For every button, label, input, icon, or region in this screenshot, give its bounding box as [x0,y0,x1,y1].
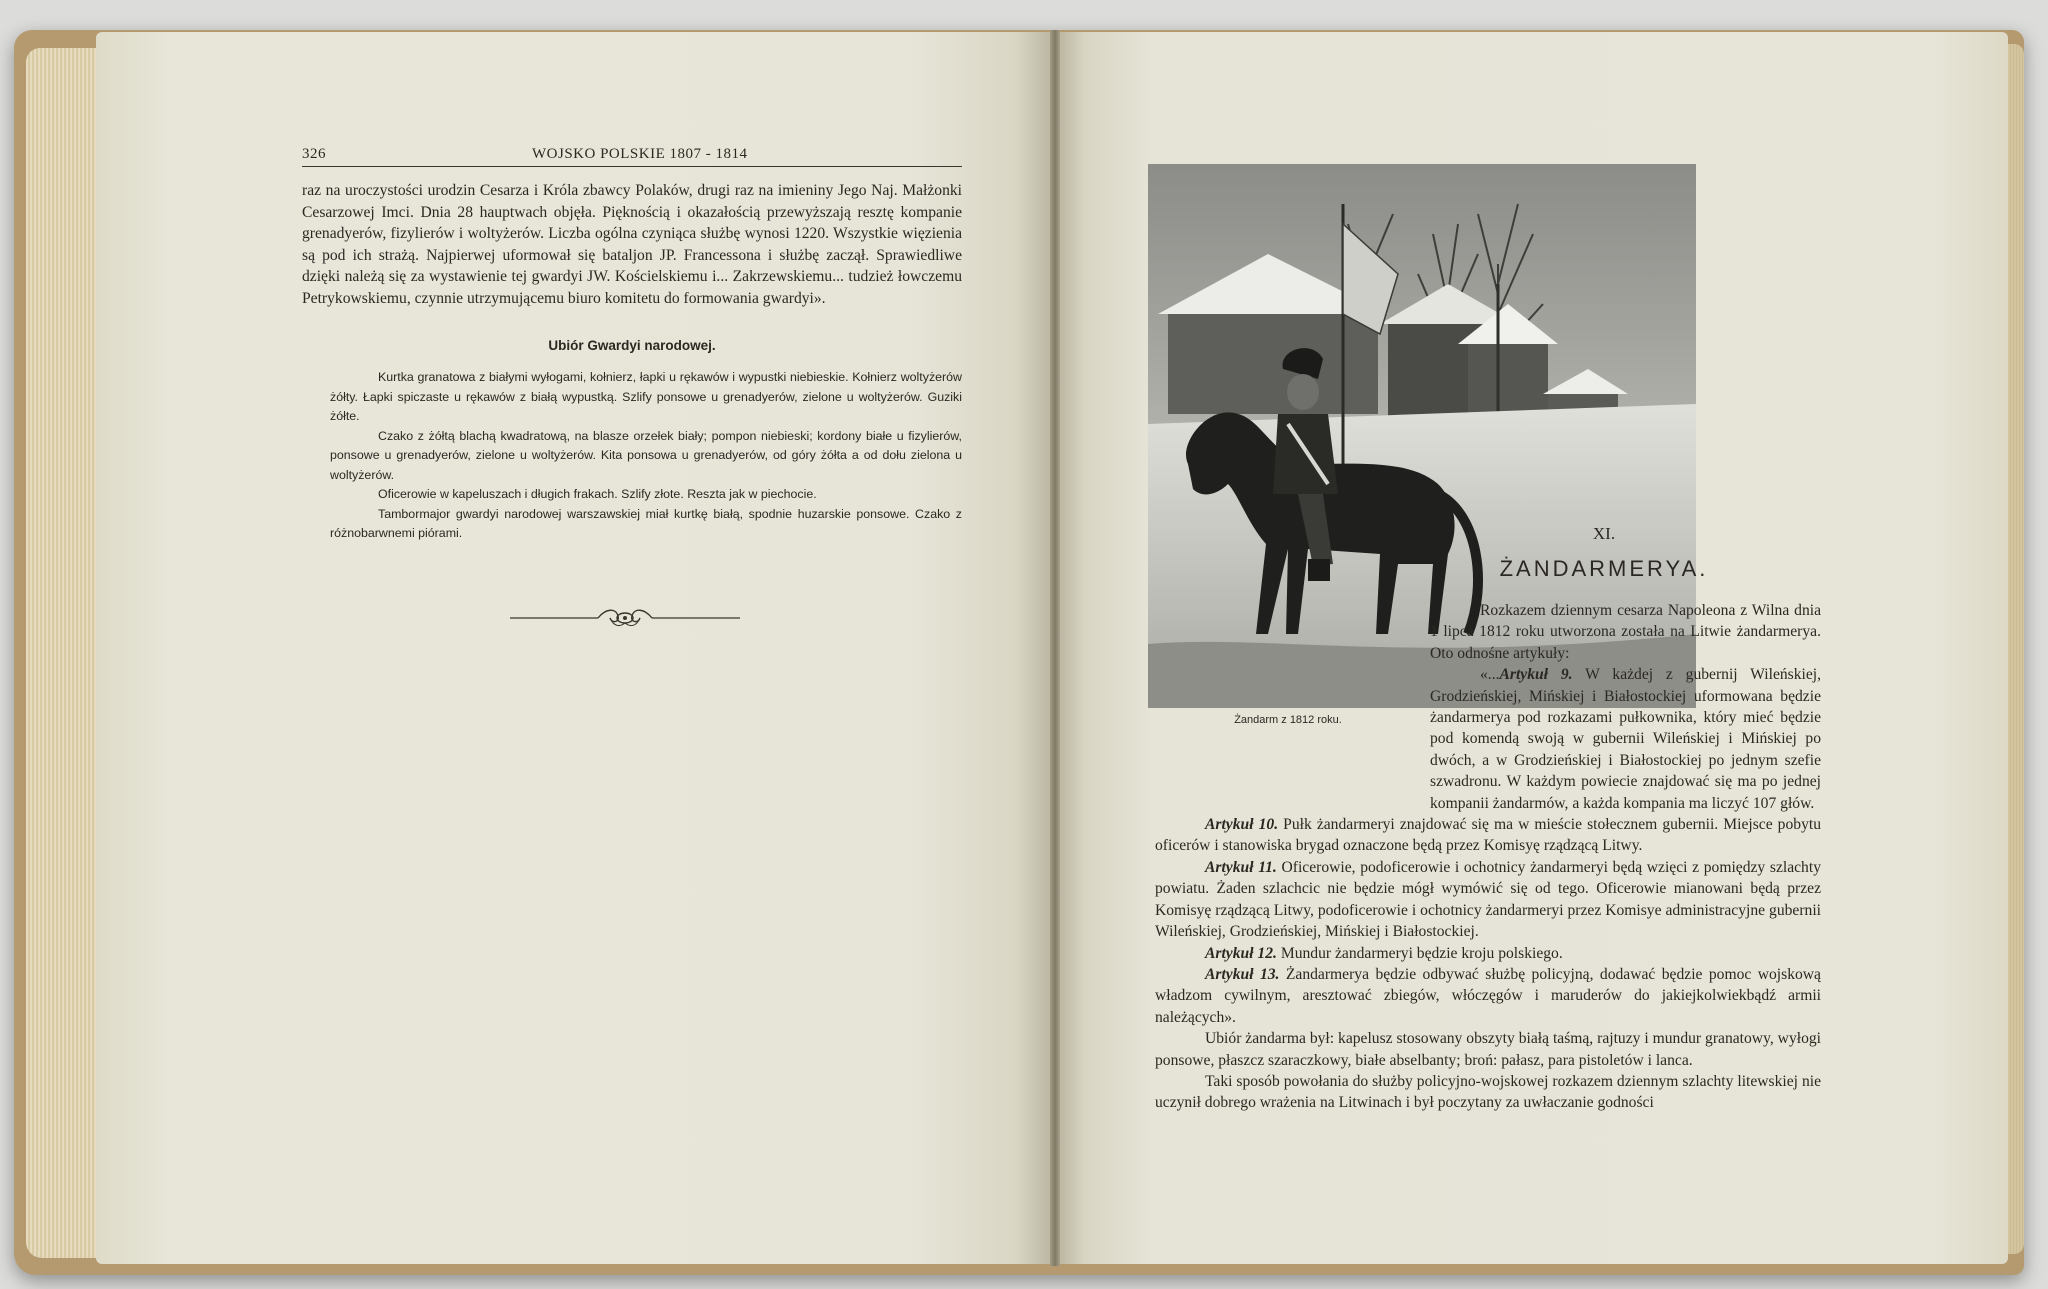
article-12 [1155,943,1821,964]
page-number: 326 [302,146,326,162]
uniform-description [330,368,962,544]
right-body-text [1155,600,1821,1114]
decorative-flourish [510,605,740,631]
article-text: W każdej z gubernij Wileńskiej, Grodzieńskiej, Mińskiej i Białostockiej uformowana będzie żandarmerya pod rozkazami pułkownika, który mieć będzie pod komendą swoją w gubernii Wileńskiej i Mińskiej po dwóch, a w Grodzieńskiej i Białostockiej po jednym szefie szwadronu. W każdym powiecie znajdować się ma po jednej kompanii żandarmów, a każda kompania ma liczyć 107 głów. [1430,666,1822,812]
uniform-heading: Ubiór Gwardyi narodowej. [548,338,716,353]
illustration-caption: Żandarm z 1812 roku. [1234,714,1342,726]
article-13 [1155,964,1821,1028]
article-label: Artykuł 9. [1499,666,1573,684]
article-11 [1155,857,1821,943]
article-label: Artykuł 12. [1205,944,1277,962]
chapter-title: ŻANDARMERYA. [1499,556,1709,581]
page-block-edge-right [2006,44,2024,1254]
uniform-paragraph: Ubiór żandarma był: kapelusz stosowany obszyty białą taśmą, rajtuzy i mundur granatowy, wyłogi ponsowe, płaszcz szaraczkowy, białe abselbanty; broń: pałasz, para pistoletów i lanca. [1155,1030,1821,1069]
chapter-number: XI. [1592,524,1616,543]
article-label: Artykuł 13. [1205,965,1280,983]
article-label: Artykuł 11. [1205,858,1277,876]
body-paragraph: raz na uroczystości urodzin Cesarza i Króla zbawcy Polaków, drugi raz na imieniny Jego Naj. Małżonki Cesarzowej Imci. Dnia 28 hauptwach objęła. Pięknością i okazałością przewyższają resztę kompanie grenadyerów, fizylierów i woltyżerów. Liczba ogólna czyniąca służbę wynosi 1220. Wszystkie więzienia są pod ich strażą. Najpierwej uformował się bataljon JP. Francessona i służbę zaczął. Sprawiedliwe dzięki należą się za wystawienie tej gwardyi JW. Kościelskiemu i... Zakrzewskiemu... tudzież łowczemu Petrykowskiemu, czynnie utrzymującemu biuro komitetu do formowania gwardyi». [302,182,962,307]
article-9: «...Artykuł 9. W każdej z gubernij Wileńskiej, Grodzieńskiej, Mińskiej i Białostockiej uformowana będzie żandarmerya pod rozkazami pułkownika, który mieć będzie pod komendą swoją w gubernii Wileńskiej i Mińskiej po dwóch, a w Grodzieńskiej i Białostockiej po jednym szefie szwadronu. W każdym powiecie znajdować się ma po jednej kompanii żandarmów, a każda kompania ma liczyć 107 głów. [1430,666,1822,812]
left-body-text [302,180,962,310]
uniform-item: Czako z żółtą blachą kwadratową, na blasze orzełek biały; pompon niebieski; kordony białe u fizylierów, ponsowe u grenadyerów, zielone u woltyżerów. Kita ponsowa u grenadyerów, od góry żółta a od dołu zielona u woltyżerów. [330,428,962,482]
running-head-title: WOJSKO POLSKIE 1807 - 1814 [532,146,748,162]
uniform-item: Oficerowie w kapeluszach i długich frakach. Szlify złote. Reszta jak w piechocie. [378,487,817,501]
article-10 [1155,814,1821,857]
article-text: Oficerowie, podoficerowie i ochotnicy żandarmeryi będą wzięci z pomiędzy szlachty powiatu. Żaden szlachcic nie będzie mógł wymówić się od tego. Oficerowie mianowani będą przez Komisyę rządzącą Litwy, podoficerowie i ochotnicy żandarmeryi przez Komisye administracyjne gubernii Wileńskiej, Grodzieńskiej, Mińskiej i Białostockiej. [1155,858,1821,941]
uniform-item: Kurtka granatowa z białymi wyłogami, kołnierz, łapki u rękawów i wypustki niebieskie. Kołnierz woltyżerów żółty. Łapki spiczaste u rękawów z białą wypustką. Szlify ponsowe u grenadyerów, zielone u woltyżerów. Guziki żółte. [330,370,962,423]
article-text: Żandarmerya będzie odbywać służbę policyjną, dodawać będzie pomoc wojskową władzom cywilnym, aresztować zbiegów, włóczęgów i maruderów do jakiejkolwiekbądź armii należących». [1155,965,1821,1026]
book-gutter [1050,30,1060,1266]
inset-paragraph: Rozkazem dziennym cesarza Napoleona z Wilna dnia 1 lipca 1812 roku utworzona została na Litwie żandarmerya. Oto odnośne artykuły: [1430,602,1821,662]
article-text: Pułk żandarmeryi znajdować się ma w mieście stołecznem gubernii. Miejsce pobytu oficerów i stanowiska brygad oznaczone będą przez Komisyę rządzącą Litwy. [1155,816,1821,855]
article-label: Artykuł 10. [1205,816,1279,834]
article-text: Mundur żandarmeryi będzie kroju polskiego. [1280,944,1563,962]
closing-paragraph: Taki sposób powołania do służby policyjno-wojskowej rozkazem dziennym szlachty litewskiej nie uczynił dobrego wrażenia na Litwinach i był poczytany za uwłaczanie godności [1155,1072,1821,1112]
running-header [302,140,962,167]
uniform-item: Tambormajor gwardyi narodowej warszawskiej miał kurtkę białą, spodnie huzarskie ponsowe. Czako z różnobarwnemi piórami. [330,506,962,540]
